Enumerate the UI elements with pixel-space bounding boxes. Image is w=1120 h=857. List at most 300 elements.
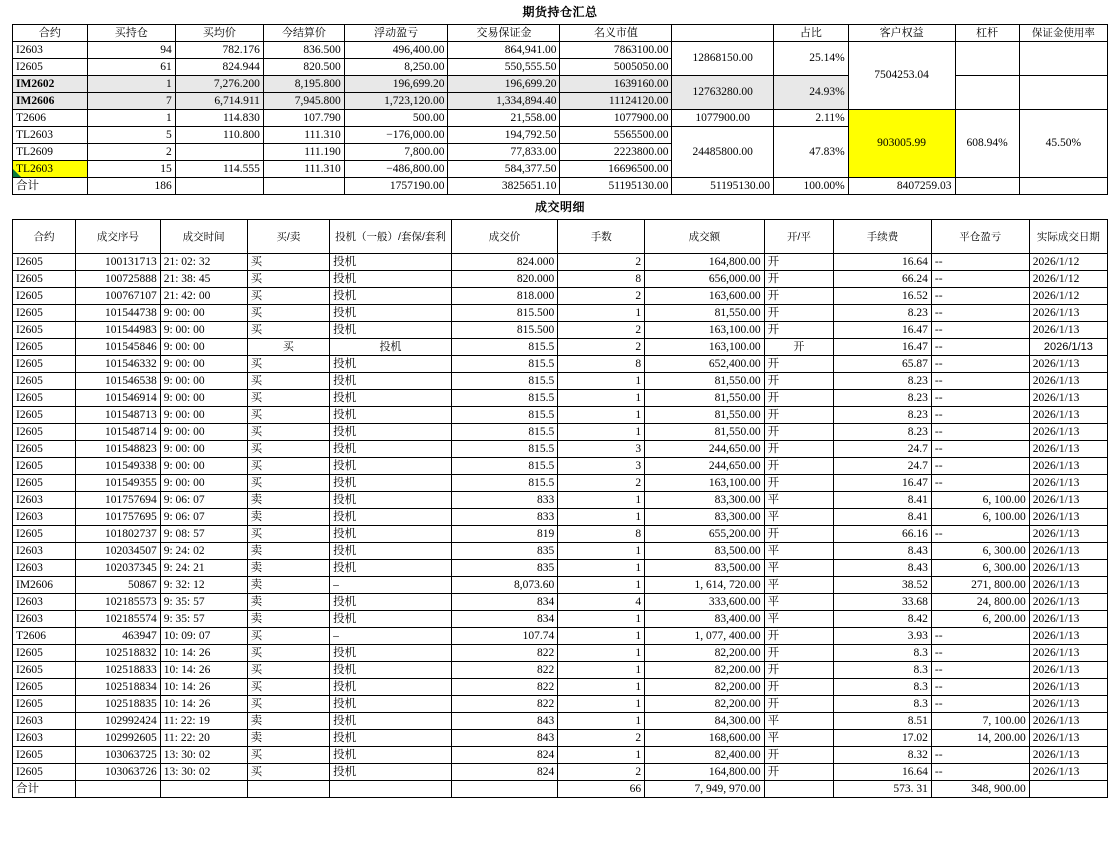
cell-price: 819: [451, 526, 557, 543]
position-summary-table: [12, 24, 1108, 195]
cell-leverage-blank: [955, 76, 1019, 110]
cell-buy-avg-price: 110.800: [175, 127, 263, 144]
cell-close-pnl: --: [931, 696, 1029, 713]
cell-hedge-type: 投机: [330, 696, 452, 713]
cell-trade-seq: 50867: [76, 577, 161, 594]
cell-contract: I2605: [13, 526, 76, 543]
cell-actual-date: 2026/1/13: [1029, 509, 1107, 526]
cell-open-close: 开: [764, 764, 834, 781]
table-row: [13, 458, 1108, 475]
cell-trade-seq: 101546332: [76, 356, 161, 373]
cell-contract: I2605: [13, 475, 76, 492]
cell-blank-side: [247, 781, 330, 798]
cell-actual-date: 2026/1/13: [1029, 696, 1107, 713]
cell-lots: 1: [558, 611, 645, 628]
cell-buy-position: 2: [87, 144, 175, 161]
cell-actual-date: 2026/1/13: [1029, 764, 1107, 781]
cell-lots: 2: [558, 764, 645, 781]
cell-trade-margin: 196,699.20: [448, 76, 560, 93]
table-row: [13, 356, 1108, 373]
cell-lots: 1: [558, 424, 645, 441]
cell-close-pnl: --: [931, 662, 1029, 679]
detail-col-trade-seq: 成交序号: [76, 220, 161, 254]
cell-hedge-type: 投机: [330, 373, 452, 390]
cell-price: 8,073.60: [451, 577, 557, 594]
cell-actual-date: 2026/1/13: [1029, 628, 1107, 645]
cell-open-close: 开: [764, 322, 834, 339]
cell-actual-date: 2026/1/12: [1029, 254, 1107, 271]
cell-close-pnl: --: [931, 271, 1029, 288]
table-row: [13, 254, 1108, 271]
cell-contract: I2603: [13, 730, 76, 747]
cell-price: 833: [451, 492, 557, 509]
summary-col-float-pnl: 浮动盈亏: [344, 25, 448, 42]
cell-trade-time: 9: 24: 02: [160, 543, 247, 560]
cell-price: 815.5: [451, 475, 557, 492]
cell-blank-seq: [76, 781, 161, 798]
cell-float-pnl: 7,800.00: [344, 144, 448, 161]
table-row: [13, 645, 1108, 662]
table-row: [13, 271, 1108, 288]
cell-close-pnl: --: [931, 254, 1029, 271]
cell-lots: 1: [558, 560, 645, 577]
cell-float-pnl: 8,250.00: [344, 59, 448, 76]
cell-margin-usage: 45.50%: [1019, 110, 1107, 178]
detail-col-close-pnl: 平仓盈亏: [931, 220, 1029, 254]
cell-actual-date: 2026/1/13: [1029, 747, 1107, 764]
cell-lots: 1: [558, 713, 645, 730]
cell-amount: 244,650.00: [645, 458, 764, 475]
cell-price: 815.5: [451, 441, 557, 458]
cell-trade-seq: 100131713: [76, 254, 161, 271]
cell-trade-seq: 102992424: [76, 713, 161, 730]
cell-price: 824: [451, 747, 557, 764]
summary-col-leverage: 杠杆: [955, 25, 1019, 42]
summary-col-settle-price: 今结算价: [263, 25, 344, 42]
cell-open-close: 开: [764, 645, 834, 662]
cell-hedge-type: 投机: [330, 254, 452, 271]
cell-close-pnl: --: [931, 679, 1029, 696]
cell-close-pnl: 6, 300.00: [931, 560, 1029, 577]
cell-amount: 81,550.00: [645, 373, 764, 390]
cell-price: 833: [451, 509, 557, 526]
cell-hedge-type: 投机: [330, 305, 452, 322]
cell-buy-position: 5: [87, 127, 175, 144]
cell-fee: 16.47: [834, 339, 932, 356]
table-row: [13, 322, 1108, 339]
cell-actual-date: 2026/1/13: [1029, 560, 1107, 577]
summary-col-client-equity: 客户权益: [848, 25, 955, 42]
cell-total-ratio: 100.00%: [774, 178, 849, 195]
cell-trade-time: 9: 00: 00: [160, 373, 247, 390]
cell-buy-avg-price: [175, 144, 263, 161]
summary-col-notional-value: 名义市值: [560, 25, 672, 42]
cell-trade-time: 11: 22: 19: [160, 713, 247, 730]
table-row: [13, 594, 1108, 611]
cell-group-notional: 12868150.00: [672, 42, 774, 76]
cell-lots: 1: [558, 390, 645, 407]
cell-amount: 164,800.00: [645, 254, 764, 271]
cell-fee: 8.32: [834, 747, 932, 764]
cell-total-lots: 66: [558, 781, 645, 798]
cell-open-close: 开: [764, 288, 834, 305]
cell-amount: 82,400.00: [645, 747, 764, 764]
cell-lots: 2: [558, 254, 645, 271]
cell-fee: 8.3: [834, 696, 932, 713]
cell-total-notional: 51195130.00: [560, 178, 672, 195]
summary-col-group-notional: [672, 25, 774, 42]
cell-trade-seq: 101548823: [76, 441, 161, 458]
cell-float-pnl: −176,000.00: [344, 127, 448, 144]
cell-contract: I2605: [13, 696, 76, 713]
table-row: [13, 441, 1108, 458]
cell-trade-margin: 1,334,894.40: [448, 93, 560, 110]
cell-contract: I2605: [13, 441, 76, 458]
cell-group-notional: 12763280.00: [672, 76, 774, 110]
cell-amount: 81,550.00: [645, 305, 764, 322]
cell-trade-time: 9: 08: 57: [160, 526, 247, 543]
cell-amount: 83,400.00: [645, 611, 764, 628]
cell-contract: I2605: [13, 407, 76, 424]
cell-actual-date: 2026/1/13: [1029, 373, 1107, 390]
cell-amount: 82,200.00: [645, 645, 764, 662]
cell-side: 买: [247, 526, 330, 543]
cell-price: 815.5: [451, 390, 557, 407]
cell-blank-time: [160, 781, 247, 798]
cell-float-pnl: 496,400.00: [344, 42, 448, 59]
cell-open-close: 平: [764, 492, 834, 509]
cell-fee: 17.02: [834, 730, 932, 747]
cell-hedge-type: 投机: [330, 509, 452, 526]
cell-close-pnl: --: [931, 458, 1029, 475]
summary-col-buy-position: 买持仓: [87, 25, 175, 42]
cell-hedge-type: 投机: [330, 475, 452, 492]
cell-contract: I2605: [13, 373, 76, 390]
detail-footer: [13, 781, 1108, 798]
cell-trade-seq: 101549355: [76, 475, 161, 492]
cell-total-equity: 8407259.03: [848, 178, 955, 195]
cell-lots: 1: [558, 747, 645, 764]
cell-trade-margin: 21,558.00: [448, 110, 560, 127]
cell-side: 买: [247, 339, 330, 356]
cell-hedge-type: 投机: [330, 526, 452, 543]
cell-notional: 1639160.00: [560, 76, 672, 93]
cell-close-pnl: --: [931, 424, 1029, 441]
cell-price: 820.000: [451, 271, 557, 288]
cell-close-pnl: --: [931, 645, 1029, 662]
cell-open-close: 开: [764, 390, 834, 407]
cell-hedge-type: 投机: [330, 271, 452, 288]
summary-col-margin-usage: 保证金使用率: [1019, 25, 1107, 42]
cell-notional: 16696500.00: [560, 161, 672, 178]
table-row: [13, 509, 1108, 526]
cell-fee: 8.42: [834, 611, 932, 628]
cell-side: 买: [247, 322, 330, 339]
cell-hedge-type: 投机: [330, 713, 452, 730]
cell-float-pnl: 1,723,120.00: [344, 93, 448, 110]
cell-amount: 1, 077, 400.00: [645, 628, 764, 645]
cell-hedge-type: 投机: [330, 407, 452, 424]
cell-price: 824: [451, 764, 557, 781]
cell-trade-time: 9: 00: 00: [160, 441, 247, 458]
cell-close-pnl: --: [931, 407, 1029, 424]
cell-trade-seq: 103063725: [76, 747, 161, 764]
cell-fee: 8.23: [834, 424, 932, 441]
cell-side: 买: [247, 305, 330, 322]
cell-trade-margin: 77,833.00: [448, 144, 560, 161]
cell-total-label: 合计: [13, 781, 76, 798]
table-row: [13, 764, 1108, 781]
cell-usage-blank: [1019, 42, 1107, 76]
cell-contract: I2605: [13, 645, 76, 662]
cell-trade-seq: 101548713: [76, 407, 161, 424]
cell-notional: 2223800.00: [560, 144, 672, 161]
cell-close-pnl: --: [931, 764, 1029, 781]
cell-contract: I2605: [13, 747, 76, 764]
cell-side: 买: [247, 407, 330, 424]
cell-fee: 33.68: [834, 594, 932, 611]
cell-close-pnl: --: [931, 305, 1029, 322]
cell-hedge-type: 投机: [330, 662, 452, 679]
cell-buy-avg-price: 114.555: [175, 161, 263, 178]
cell-close-pnl: 14, 200.00: [931, 730, 1029, 747]
cell-trade-seq: 101544983: [76, 322, 161, 339]
cell-trade-time: 21: 02: 32: [160, 254, 247, 271]
cell-contract: I2605: [13, 288, 76, 305]
cell-amount: 656,000.00: [645, 271, 764, 288]
cell-contract: T2606: [13, 628, 76, 645]
cell-total-fee: 573. 31: [834, 781, 932, 798]
cell-open-close: 开: [764, 373, 834, 390]
cell-notional: 1077900.00: [560, 110, 672, 127]
cell-side: 卖: [247, 492, 330, 509]
cell-actual-date: 2026/1/13: [1029, 322, 1107, 339]
cell-side: 卖: [247, 611, 330, 628]
cell-fee: 8.3: [834, 679, 932, 696]
cell-close-pnl: --: [931, 339, 1029, 356]
cell-fee: 8.43: [834, 543, 932, 560]
cell-lots: 8: [558, 526, 645, 543]
cell-open-close: 平: [764, 713, 834, 730]
detail-body: [13, 254, 1108, 781]
cell-fee: 65.87: [834, 356, 932, 373]
cell-amount: 1, 614, 720.00: [645, 577, 764, 594]
cell-lots: 3: [558, 441, 645, 458]
cell-trade-seq: 102518834: [76, 679, 161, 696]
cell-open-close: 平: [764, 509, 834, 526]
cell-trade-seq: 102037345: [76, 560, 161, 577]
cell-ratio: 24.93%: [774, 76, 849, 110]
cell-price: 822: [451, 679, 557, 696]
detail-col-open-close: 开/平: [764, 220, 834, 254]
cell-close-pnl: 6, 300.00: [931, 543, 1029, 560]
cell-price: 843: [451, 713, 557, 730]
cell-actual-date: 2026/1/13: [1029, 594, 1107, 611]
cell-lots: 1: [558, 373, 645, 390]
cell-trade-seq: 100767107: [76, 288, 161, 305]
cell-total-leverage-blank: [955, 178, 1019, 195]
cell-fee: 16.47: [834, 475, 932, 492]
cell-side: 买: [247, 662, 330, 679]
cell-lots: 3: [558, 458, 645, 475]
cell-hedge-type: 投机: [330, 679, 452, 696]
cell-open-close: 开: [764, 696, 834, 713]
cell-trade-seq: 102518832: [76, 645, 161, 662]
cell-buy-position: 15: [87, 161, 175, 178]
cell-float-pnl: 196,699.20: [344, 76, 448, 93]
cell-float-pnl: 500.00: [344, 110, 448, 127]
cell-contract-highlight: TL2603: [13, 161, 88, 178]
cell-open-close: 开: [764, 424, 834, 441]
cell-lots: 8: [558, 271, 645, 288]
cell-price: 835: [451, 543, 557, 560]
cell-amount: 82,200.00: [645, 679, 764, 696]
cell-trade-seq: 101544738: [76, 305, 161, 322]
table-row: [13, 475, 1108, 492]
cell-open-close: 开: [764, 679, 834, 696]
cell-trade-time: 9: 35: 57: [160, 611, 247, 628]
trade-detail-table: [12, 219, 1108, 798]
cell-close-pnl: 24, 800.00: [931, 594, 1029, 611]
cell-hedge-type: 投机: [330, 356, 452, 373]
cell-close-pnl: --: [931, 322, 1029, 339]
cell-contract: TL2603: [13, 127, 88, 144]
cell-trade-seq: 102518833: [76, 662, 161, 679]
cell-side: 买: [247, 764, 330, 781]
cell-lots: 2: [558, 475, 645, 492]
detail-section-title: 成交明细: [534, 200, 585, 214]
cell-price: 815.5: [451, 458, 557, 475]
cell-group-notional: 1077900.00: [672, 110, 774, 127]
summary-col-contract: 合约: [13, 25, 88, 42]
cell-usage-blank: [1019, 76, 1107, 110]
cell-trade-seq: 102518835: [76, 696, 161, 713]
cell-trade-time: 9: 35: 57: [160, 594, 247, 611]
cell-side: 买: [247, 628, 330, 645]
cell-side: 卖: [247, 730, 330, 747]
cell-contract: I2605: [13, 424, 76, 441]
table-row: [13, 560, 1108, 577]
cell-trade-time: 21: 42: 00: [160, 288, 247, 305]
cell-lots: 2: [558, 339, 645, 356]
table-row: [13, 662, 1108, 679]
cell-side: 买: [247, 271, 330, 288]
cell-contract: I2605: [13, 322, 76, 339]
cell-price: 843: [451, 730, 557, 747]
cell-amount: 81,550.00: [645, 424, 764, 441]
cell-close-pnl: --: [931, 356, 1029, 373]
cell-trade-time: 10: 14: 26: [160, 662, 247, 679]
cell-fee: 16.47: [834, 322, 932, 339]
cell-fee: 24.7: [834, 441, 932, 458]
table-row: [13, 288, 1108, 305]
cell-open-close: 平: [764, 543, 834, 560]
cell-contract: I2603: [13, 594, 76, 611]
cell-trade-time: 11: 22: 20: [160, 730, 247, 747]
cell-hedge-type: 投机: [330, 390, 452, 407]
cell-hedge-type: 投机: [330, 543, 452, 560]
cell-open-close: 开: [764, 747, 834, 764]
cell-side: 买: [247, 441, 330, 458]
cell-price: 815.5: [451, 424, 557, 441]
cell-trade-time: 9: 00: 00: [160, 322, 247, 339]
cell-notional: 11124120.00: [560, 93, 672, 110]
cell-contract: I2605: [13, 390, 76, 407]
cell-contract: I2605: [13, 764, 76, 781]
summary-total-row: [13, 178, 1108, 195]
cell-open-close: 开: [764, 628, 834, 645]
table-row: [13, 679, 1108, 696]
cell-total-position: 186: [87, 178, 175, 195]
cell-trade-time: 10: 09: 07: [160, 628, 247, 645]
cell-trade-time: 9: 00: 00: [160, 356, 247, 373]
cell-contract: T2606: [13, 110, 88, 127]
cell-open-close: 平: [764, 611, 834, 628]
cell-actual-date: 2026/1/13: [1029, 458, 1107, 475]
cell-trade-time: 13: 30: 02: [160, 764, 247, 781]
cell-close-pnl: --: [931, 288, 1029, 305]
cell-close-pnl: --: [931, 628, 1029, 645]
table-row: [13, 713, 1108, 730]
cell-open-close: 开: [764, 526, 834, 543]
cell-trade-time: 9: 00: 00: [160, 424, 247, 441]
cell-close-pnl: 6, 100.00: [931, 509, 1029, 526]
cell-trade-time: 13: 30: 02: [160, 747, 247, 764]
detail-col-lots: 手数: [558, 220, 645, 254]
cell-total-avg-blank: [175, 178, 263, 195]
cell-side: 卖: [247, 577, 330, 594]
cell-group-notional: 24485800.00: [672, 127, 774, 178]
cell-blank-oc: [764, 781, 834, 798]
cell-settle-price: 111.310: [263, 127, 344, 144]
detail-col-side: 买/卖: [247, 220, 330, 254]
cell-actual-date: 2026/1/13: [1029, 424, 1107, 441]
cell-actual-date: 2026/1/13: [1029, 679, 1107, 696]
cell-close-pnl: --: [931, 747, 1029, 764]
cell-trade-time: 21: 38: 45: [160, 271, 247, 288]
cell-actual-date: 2026/1/12: [1029, 271, 1107, 288]
cell-side: 买: [247, 747, 330, 764]
cell-open-close: 平: [764, 560, 834, 577]
cell-amount: 84,300.00: [645, 713, 764, 730]
cell-open-close: 开: [764, 475, 834, 492]
cell-hedge-type: 投机: [330, 560, 452, 577]
detail-col-price: 成交价: [451, 220, 557, 254]
cell-contract: I2603: [13, 42, 88, 59]
cell-side: 买: [247, 679, 330, 696]
cell-lots: 4: [558, 594, 645, 611]
cell-buy-avg-price: 7,276.200: [175, 76, 263, 93]
cell-open-close: 开: [764, 441, 834, 458]
cell-actual-date: 2026/1/13: [1029, 356, 1107, 373]
cell-fee: 8.43: [834, 560, 932, 577]
table-row: [13, 577, 1108, 594]
cell-lots: 1: [558, 543, 645, 560]
cell-trade-time: 9: 00: 00: [160, 305, 247, 322]
cell-trade-margin: 584,377.50: [448, 161, 560, 178]
cell-side: 卖: [247, 509, 330, 526]
cell-buy-avg-price: 114.830: [175, 110, 263, 127]
cell-trade-margin: 194,792.50: [448, 127, 560, 144]
cell-open-close: 开: [764, 339, 834, 356]
cell-lots: 1: [558, 696, 645, 713]
cell-hedge-type: 投机: [330, 764, 452, 781]
detail-col-actual-date: 实际成交日期: [1029, 220, 1107, 254]
cell-contract: I2603: [13, 543, 76, 560]
table-row: [13, 611, 1108, 628]
cell-amount: 163,100.00: [645, 475, 764, 492]
cell-fee: 8.41: [834, 509, 932, 526]
